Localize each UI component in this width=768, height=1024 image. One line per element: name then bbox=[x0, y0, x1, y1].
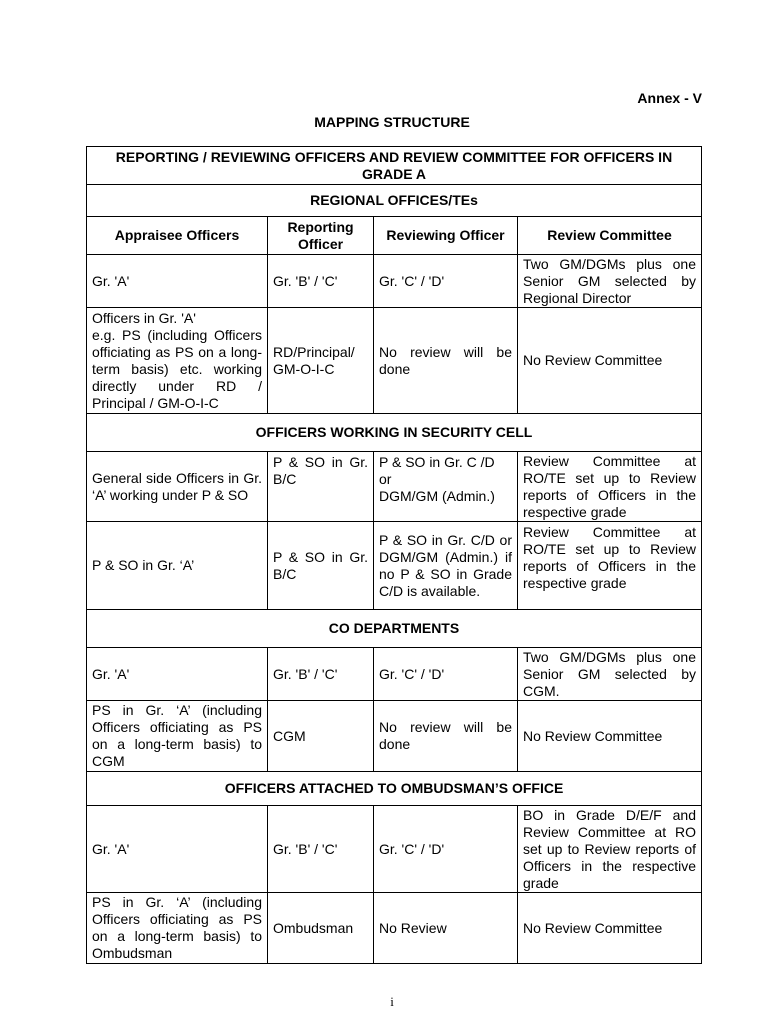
cell-appraisee: Gr. 'A' bbox=[87, 806, 268, 893]
cell-reporting: CGM bbox=[268, 701, 374, 772]
cell-committee: Two GM/DGMs plus one Senior GM selected by CGM. bbox=[518, 648, 702, 701]
cell-appraisee: PS in Gr. ‘A’ (including Officers officiating as PS on a long-term basis) to CGM bbox=[87, 701, 268, 772]
cell-committee: Two GM/DGMs plus one Senior GM selected by Regional Director bbox=[518, 255, 702, 308]
cell-reviewing: P & SO in Gr. C/D or DGM/GM (Admin.) if no P & SO in Grade C/D is available. bbox=[374, 522, 518, 610]
cell-appraisee: Officers in Gr. 'A' e.g. PS (including Officers officiating as PS on a long-term basis) etc. working directly under RD / Principal / GM-O-I-C bbox=[87, 308, 268, 414]
table-row bbox=[87, 701, 702, 772]
header-reporting: Reporting Officer bbox=[268, 217, 374, 255]
annex-label: Annex - V bbox=[637, 90, 702, 106]
cell-committee: No Review Committee bbox=[518, 701, 702, 772]
cell-committee: No Review Committee bbox=[518, 308, 702, 414]
cell-appraisee: Gr. 'A' bbox=[87, 255, 268, 308]
cell-committee: BO in Grade D/E/F and Review Committee at RO set up to Review reports of Officers in the respective grade bbox=[518, 806, 702, 893]
cell-committee: Review Committee at RO/TE set up to Review reports of Officers in the respective grade bbox=[518, 452, 702, 522]
cell-reviewing: Gr. 'C' / 'D' bbox=[374, 806, 518, 893]
header-appraisee: Appraisee Officers bbox=[87, 217, 268, 255]
table-row bbox=[87, 806, 702, 893]
table-row bbox=[87, 893, 702, 964]
table-row bbox=[87, 522, 702, 610]
section-title: REGIONAL OFFICES/TEs bbox=[87, 185, 702, 217]
table-row bbox=[87, 255, 702, 308]
cell-reporting: RD/Principal/ GM-O-I-C bbox=[268, 308, 374, 414]
table-row bbox=[87, 308, 702, 414]
cell-reporting: Gr. 'B' / 'C' bbox=[268, 255, 374, 308]
cell-reporting: P & SO in Gr. B/C bbox=[268, 522, 374, 610]
cell-reporting: Gr. 'B' / 'C' bbox=[268, 806, 374, 893]
cell-appraisee: Gr. 'A' bbox=[87, 648, 268, 701]
section-title: OFFICERS WORKING IN SECURITY CELL bbox=[87, 414, 702, 452]
cell-appraisee: P & SO in Gr. ‘A’ bbox=[87, 522, 268, 610]
cell-reviewing: Gr. 'C' / 'D' bbox=[374, 255, 518, 308]
table-title: REPORTING / REVIEWING OFFICERS AND REVIEW COMMITTEE FOR OFFICERS IN GRADE A bbox=[87, 147, 702, 185]
cell-reviewing: No review will be done bbox=[374, 308, 518, 414]
cell-reviewing: No Review bbox=[374, 893, 518, 964]
cell-reporting: Gr. 'B' / 'C' bbox=[268, 648, 374, 701]
page-title: MAPPING STRUCTURE bbox=[314, 114, 470, 130]
header-reviewing: Reviewing Officer bbox=[374, 217, 518, 255]
table-row bbox=[87, 648, 702, 701]
cell-appraisee: General side Officers in Gr. ‘A’ working under P & SO bbox=[87, 452, 268, 522]
page-number: i bbox=[390, 994, 394, 1009]
table-row bbox=[87, 452, 702, 522]
mapping-table bbox=[86, 146, 702, 964]
cell-appraisee: PS in Gr. ‘A’ (including Officers officiating as PS on a long-term basis) to Ombudsman bbox=[87, 893, 268, 964]
section-title: OFFICERS ATTACHED TO OMBUDSMAN’S OFFICE bbox=[87, 772, 702, 806]
section-title: CO DEPARTMENTS bbox=[87, 610, 702, 648]
cell-reporting: P & SO in Gr. B/C bbox=[268, 452, 374, 522]
header-committee: Review Committee bbox=[518, 217, 702, 255]
cell-reviewing: No review will be done bbox=[374, 701, 518, 772]
cell-committee: Review Committee at RO/TE set up to Review reports of Officers in the respective grade bbox=[518, 522, 702, 610]
cell-reviewing: P & SO in Gr. C /D or DGM/GM (Admin.) bbox=[374, 452, 518, 522]
cell-reviewing: Gr. 'C' / 'D' bbox=[374, 648, 518, 701]
cell-committee: No Review Committee bbox=[518, 893, 702, 964]
cell-reporting: Ombudsman bbox=[268, 893, 374, 964]
